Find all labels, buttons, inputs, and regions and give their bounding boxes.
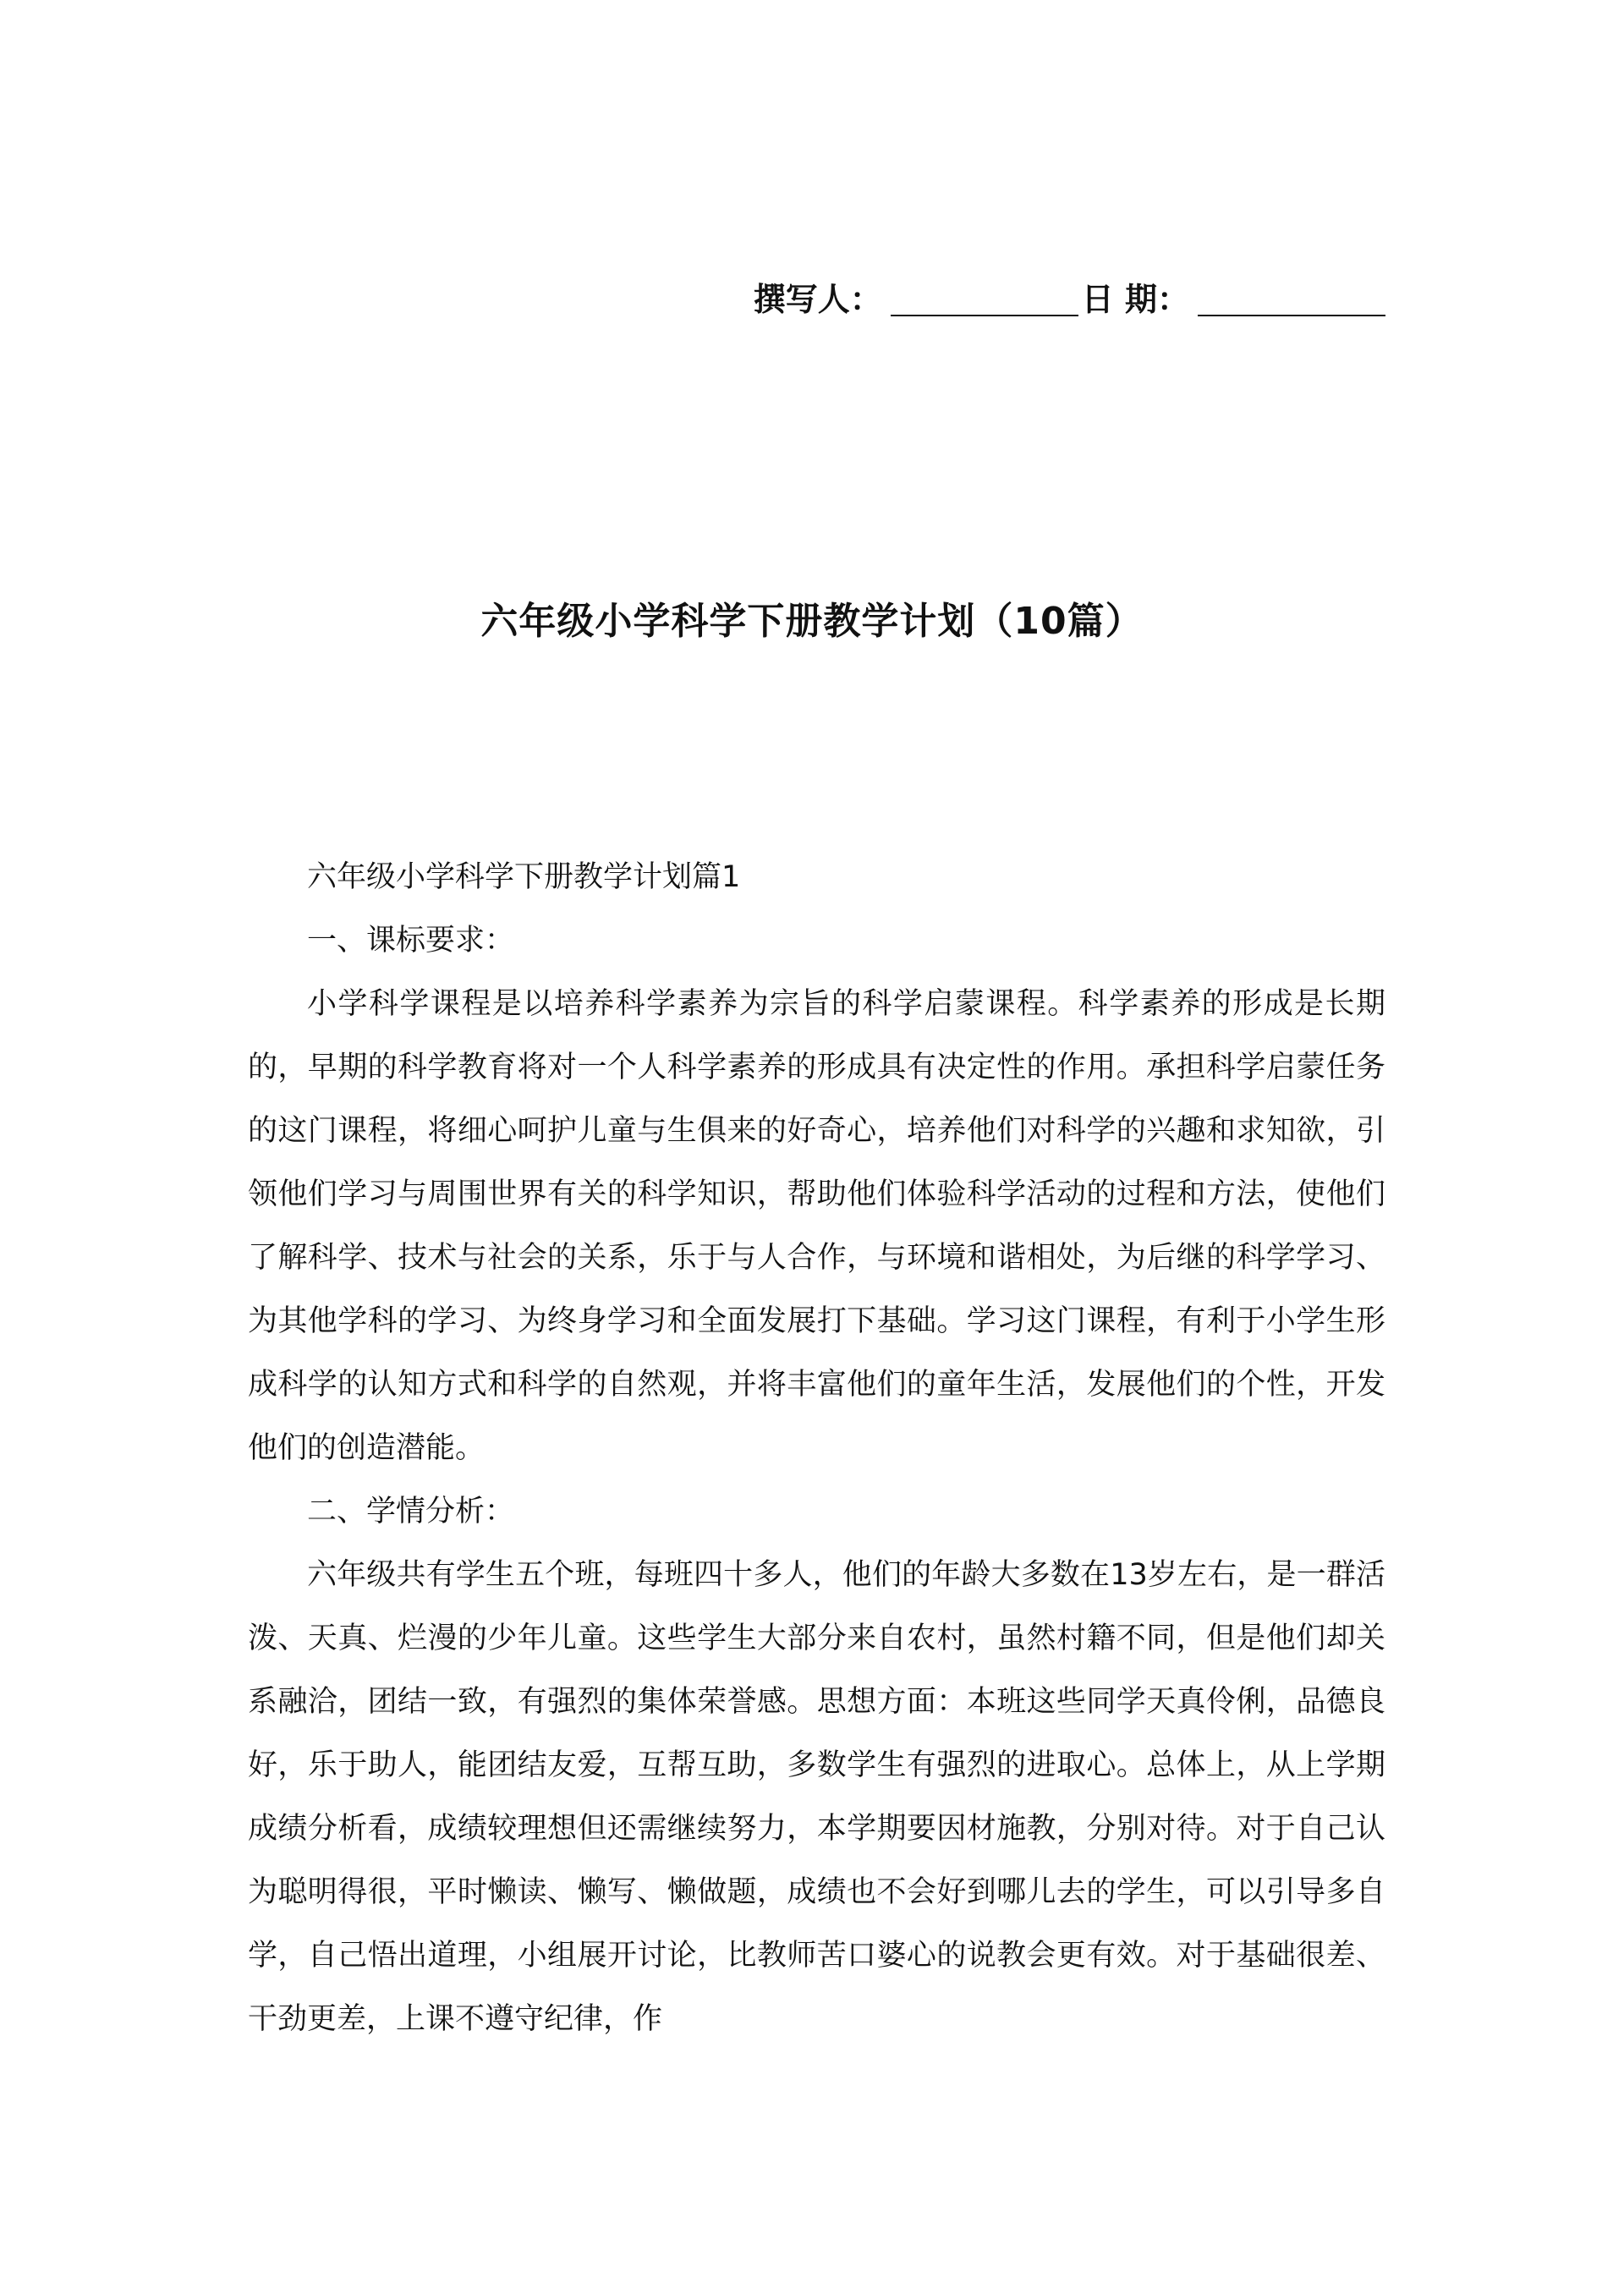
paragraph-student-analysis: 六年级共有学生五个班，每班四十多人，他们的年龄大多数在13岁左右，是一群活泼、天真、烂漫的少年儿童。这些学生大部分来自农村，虽然村籍不同，但是他们却关系融洽，团结一致，有强烈的集体荣誉感。思想方面：本班这些同学天真伶俐，品德良好，乐于助人，能团结友爱，互帮互助，多数学生有强烈的进取心。总体上，从上学期成绩分析看，成绩较理想但还需继续努力，本学期要因材施教，分别对待。对于自己认为聪明得很，平时懒读、懒写、懒做题，成绩也不会好到哪儿去的学生，可以引导多自学，自己悟出道理，小组展开讨论，比教师苦口婆心的说教会更有效。对于基础很差、干劲更差，上课不遵守纪律，作 [248,1558,1385,2036]
section-title: 六年级小学科学下册教学计划篇1 [307,860,741,894]
heading-student-analysis: 二、学情分析： [307,1495,515,1528]
date-label: 日 期： [1081,281,1189,318]
document-title: 六年级小学科学下册教学计划（10篇） [480,600,1144,643]
author-label: 撰写人： [753,281,882,318]
document-body [248,846,1385,2051]
paragraph-curriculum: 小学科学课程是以培养科学素养为宗旨的科学启蒙课程。科学素养的形成是长期的，早期的科学教育将对一个人科学素养的形成具有决定性的作用。承担科学启蒙任务的这门课程，将细心呵护儿童与生俱来的好奇心，培养他们对科学的兴趣和求知欲，引领他们学习与周围世界有关的科学知识，帮助他们体验科学活动的过程和方法，使他们了解科学、技术与社会的关系，乐于与人合作，与环境和谐相处，为后继的科学学习、为其他学科的学习、为终身学习和全面发展打下基础。学习这门课程，有利于小学生形成科学的认知方式和科学的自然观，并将丰富他们的童年生活，发展他们的个性，开发他们的创造潜能。 [248,987,1385,1465]
author-date-line [754,279,1385,320]
author-blank-field [891,281,1078,316]
heading-curriculum-requirements: 一、课标要求： [307,924,515,958]
date-blank-field [1198,281,1385,316]
